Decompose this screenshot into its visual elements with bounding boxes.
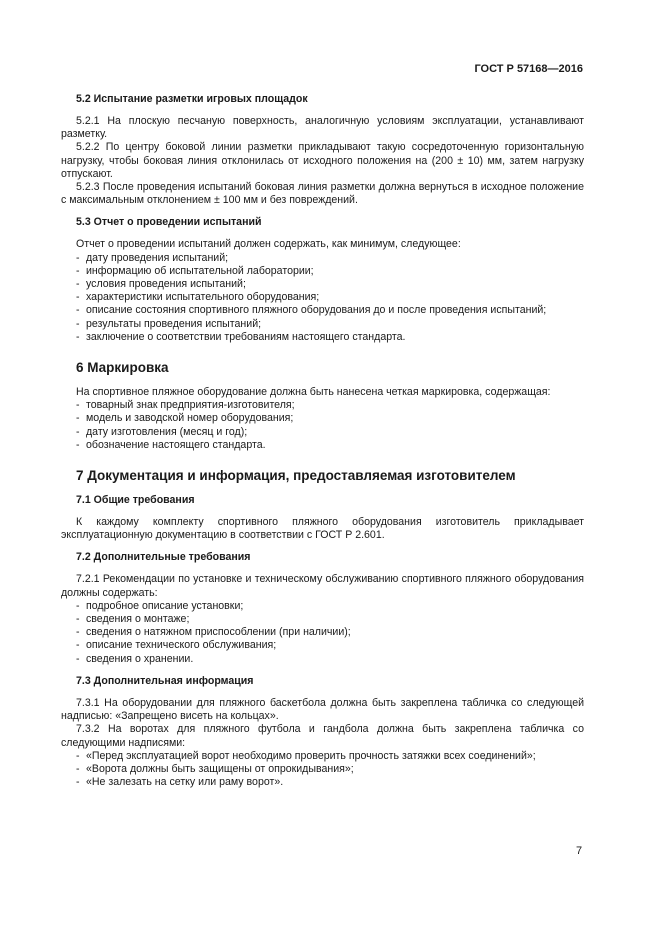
paragraph-5-2-3: 5.2.3 После проведения испытаний боковая линия разметки должна вернуться в исходное положение с максимальным отклонением ± 100 мм и без повреждений. <box>61 181 584 207</box>
list-item: - дату изготовления (месяц и год); <box>61 426 584 439</box>
section-6-title: 6 Маркировка <box>76 360 169 376</box>
section-5-2-title: 5.2 Испытание разметки игровых площадок <box>76 93 308 105</box>
standard-designation: ГОСТ Р 57168—2016 <box>474 63 583 75</box>
section-5-3-title: 5.3 Отчет о проведении испытаний <box>76 216 262 229</box>
list-item: - сведения о хранении. <box>61 653 584 666</box>
section-6-intro: На спортивное пляжное оборудование должна быть нанесена четкая маркировка, содержащая: <box>76 386 551 399</box>
list-item: - товарный знак предприятия-изготовителя; <box>61 399 584 412</box>
paragraph-7-2-1: 7.2.1 Рекомендации по установке и техническому обслуживанию спортивного пляжного оборудования должны содержать: <box>61 573 584 599</box>
list-item: - характеристики испытательного оборудования; <box>61 291 584 304</box>
list-item: - «Перед эксплуатацией ворот необходимо проверить прочность затяжки всех соединений»; <box>61 750 584 763</box>
paragraph-5-2-2: 5.2.2 По центру боковой линии разметки прикладывают такую сосредоточенную горизонтальную нагрузку, чтобы боковая линия отклонилась от исходного положения на (200 ± 10) мм, затем нагрузку отпускают. <box>61 141 584 180</box>
list-item: - «Ворота должны быть защищены от опрокидывания»; <box>61 763 584 776</box>
list-item: - дату проведения испытаний; <box>61 252 584 265</box>
page-number: 7 <box>576 845 583 857</box>
list-item: - информацию об испытательной лаборатории; <box>61 265 584 278</box>
list-item: - описание состояния спортивного пляжного оборудования до и после проведения испытаний; <box>61 304 584 317</box>
section-5-3-intro: Отчет о проведении испытаний должен содержать, как минимум, следующее: <box>76 238 461 251</box>
list-item: - сведения о натяжном приспособлении (при наличии); <box>61 626 584 639</box>
report-contents-list <box>61 252 584 344</box>
list-item: - модель и заводской номер оборудования; <box>61 412 584 425</box>
list-item: - условия проведения испытаний; <box>61 278 584 291</box>
list-item: - сведения о монтаже; <box>61 613 584 626</box>
marking-list <box>61 399 584 452</box>
recommendations-list <box>61 600 584 666</box>
section-7-title: 7 Документация и информация, предоставляемая изготовителем <box>76 468 516 484</box>
list-item: - «Не залезать на сетку или раму ворот». <box>61 776 584 789</box>
list-item: - заключение о соответствии требованиям настоящего стандарта. <box>61 331 584 344</box>
section-7-1-title: 7.1 Общие требования <box>76 494 195 507</box>
paragraph-7-1: К каждому комплекту спортивного пляжного оборудования изготовитель прикладывает эксплуатационную документацию в соответствии с ГОСТ Р 2.601. <box>61 516 584 542</box>
paragraph-7-3-1: 7.3.1 На оборудовании для пляжного баскетбола должна быть закреплена табличка со следующей надписью: «Запрещено висеть на кольцах». <box>61 696 584 723</box>
paragraph-7-3-2: 7.3.2 На воротах для пляжного футбола и гандбола должна быть закреплена табличка со следующими надписями: <box>61 723 584 749</box>
list-item: - описание технического обслуживания; <box>61 639 584 652</box>
paragraph-5-2-1: 5.2.1 На плоскую песчаную поверхность, аналогичную условиям эксплуатации, устанавливают разметку. <box>61 115 584 141</box>
page-content <box>61 93 584 789</box>
section-7-3-title: 7.3 Дополнительная информация <box>76 674 254 687</box>
list-item: - результаты проведения испытаний; <box>61 318 584 331</box>
sign-inscriptions-list <box>61 750 584 790</box>
list-item: - подробное описание установки; <box>61 600 584 613</box>
section-7-2-title: 7.2 Дополнительные требования <box>76 551 251 564</box>
list-item: - обозначение настоящего стандарта. <box>61 439 584 452</box>
